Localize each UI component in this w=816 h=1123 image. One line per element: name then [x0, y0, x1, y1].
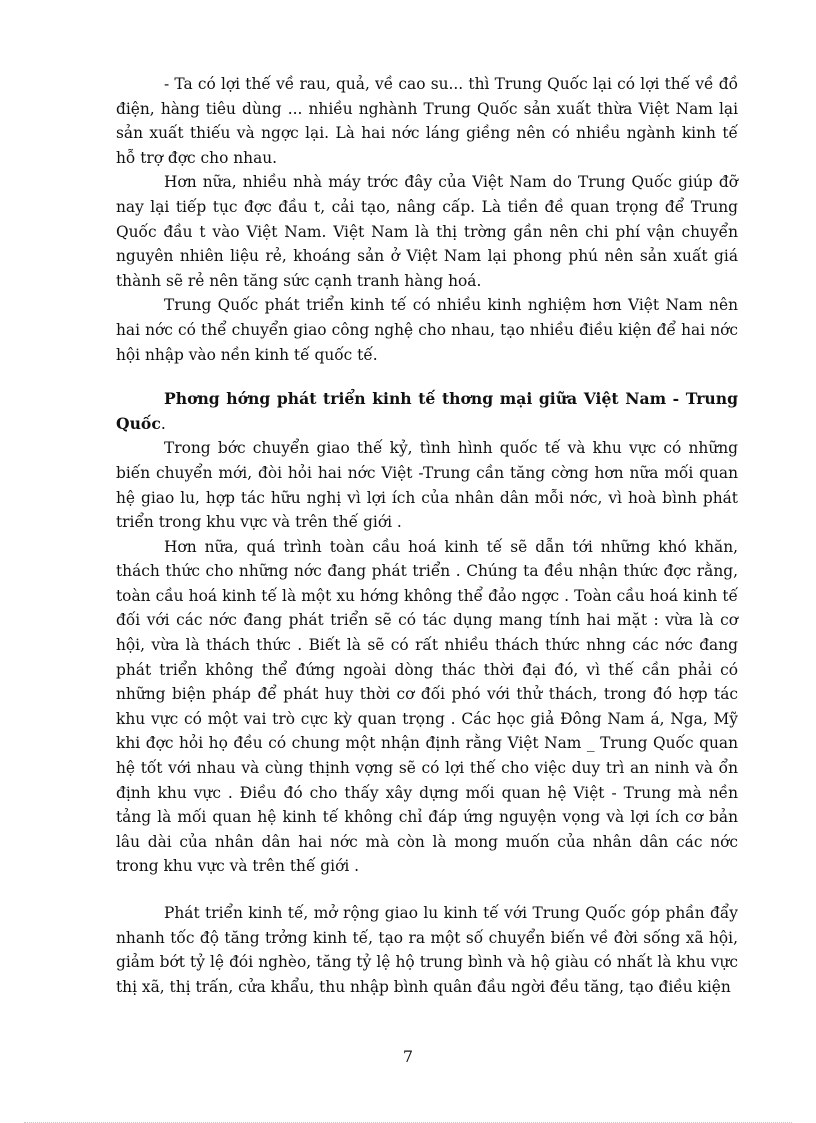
paragraph: Phát triển kinh tế, mở rộng giao lu kinh tế với Trung Quốc góp phần đẩy nhanh tốc độ tăng trởng kinh tế, tạo ra một số chuyển biến về đời sống xã hội, giảm bớt tỷ lệ đói nghèo, tăng tỷ lệ hộ trung bình và hộ giàu có nhất là khu vực thị xã, thị trấn, cửa khẩu, thu nhập bình quân đầu ngời đều tăng, tạo điều kiện: [116, 904, 738, 996]
page-number: 7: [402, 1047, 414, 1066]
document-body: [116, 72, 738, 999]
paragraph: Hơn nữa, quá trình toàn cầu hoá kinh tế sẽ dẫn tới những khó khăn, thách thức cho những nớc đang phát triển . Chúng ta đều nhận thức đợc rằng, toàn cầu hoá kinh tế là một xu hớng không thể đảo ngợc . Toàn cầu hoá kinh tế đối với các nớc đang phát triển sẽ có tác dụng mang tính hai mặt : vừa là cơ hội, vừa là thách thức . Biết là sẽ có rất nhiều thách thức nhng các nớc đang phát triển không thể đứng ngoài dòng thác thời đại đó, vì thế cần phải có những biện pháp để phát huy thời cơ đối phó với thử thách, trong đó hợp tác khu vực có một vai trò cực kỳ quan trọng . Các học giả Đông Nam á, Nga, Mỹ khi đợc hỏi họ đều có chung một nhận định rằng Việt Nam _ Trung Quốc quan hệ tốt với nhau và cùng thịnh vợng sẽ có lợi thế cho việc duy trì an ninh và ổn định khu vực . Điều đó cho thấy xây dựng mối quan hệ Việt - Trung mà nền tảng là mối quan hệ kinh tế không chỉ đáp ứng nguyện vọng và lợi ích cơ bản lâu dài của nhân dân hai nớc mà còn là mong muốn của nhân dân các nớc trong khu vực và trên thế giới .: [116, 537, 738, 876]
paragraph: Hơn nữa, nhiều nhà máy trớc đây của Việt Nam do Trung Quốc giúp đỡ nay lại tiếp tục đợc đầu t, cải tạo, nâng cấp. Là tiền đề quan trọng để Trung Quốc đầu t vào Việt Nam. Việt Nam là thị trờng gần nên chi phí vận chuyển nguyên nhiên liệu rẻ, khoáng sản ở Việt Nam lại phong phú nên sản xuất giá thành sẽ rẻ nên tăng sức cạnh tranh hàng hoá.: [116, 173, 738, 290]
section-heading-tail: .: [160, 414, 166, 433]
section-heading: [116, 387, 738, 436]
section-heading-text: Phơng hớng phát triển kinh tế thơng mại giữa Việt Nam - Trung Quốc: [116, 389, 738, 433]
paragraph: - Ta có lợi thế về rau, quả, về cao su... thì Trung Quốc lại có lợi thế về đồ điện, hàng tiêu dùng ... nhiều nghành Trung Quốc sản xuất thừa Việt Nam lại sản xuất thiếu và ngợc lại. Là hai nớc láng giềng nên có nhiều ngành kinh tế hỗ trợ đợc cho nhau.: [116, 75, 738, 167]
spacer: [116, 367, 738, 387]
paragraph: Trung Quốc phát triển kinh tế có nhiều kinh nghiệm hơn Việt Nam nên hai nớc có thể chuyển giao công nghệ cho nhau, tạo nhiều điều kiện để hai nớc hội nhập vào nền kinh tế quốc tế.: [116, 296, 738, 364]
spacer: [116, 879, 738, 901]
paragraph: Trong bớc chuyển giao thế kỷ, tình hình quốc tế và khu vực có những biến chuyển mới, đòi hỏi hai nớc Việt -Trung cần tăng cờng hơn nữa mối quan hệ giao lu, hợp tác hữu nghị vì lợi ích của nhân dân mỗi nớc, vì hoà bình phát triển trong khu vực và trên thế giới .: [116, 439, 738, 532]
